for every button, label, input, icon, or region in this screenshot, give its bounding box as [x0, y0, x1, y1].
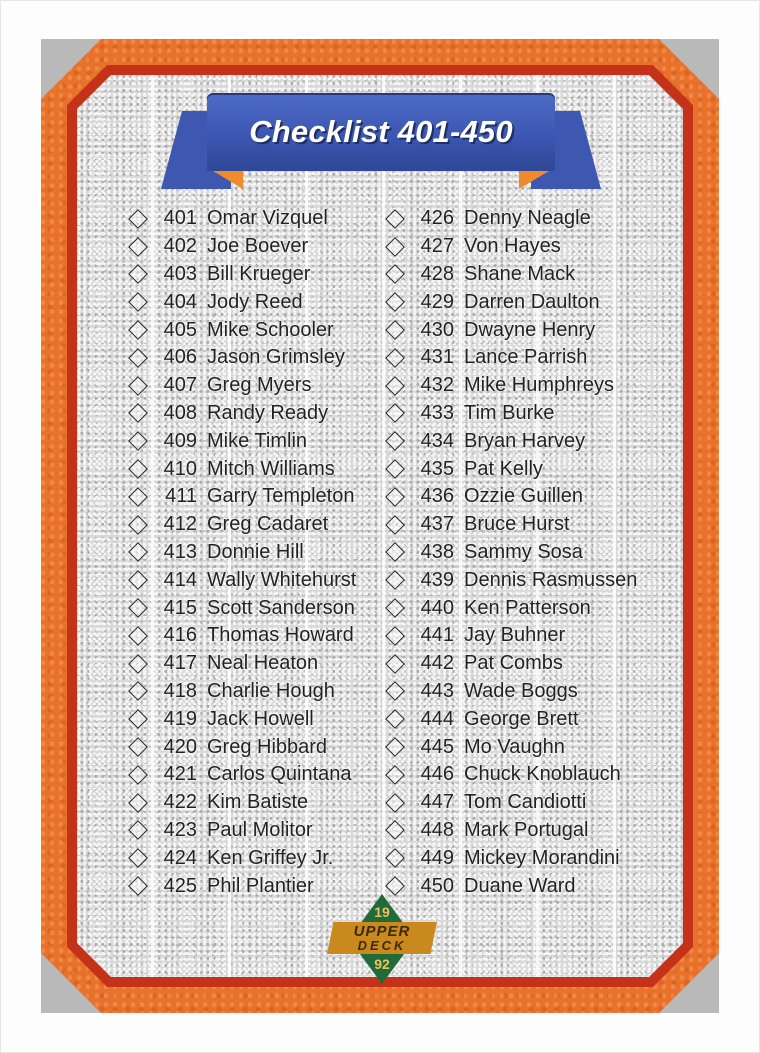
player-name: Randy Ready [207, 401, 329, 424]
player-name: Pat Combs [464, 652, 563, 675]
player-name: Thomas Howard [207, 624, 354, 647]
player-name: Tom Candiotti [464, 791, 587, 814]
checkbox-diamond-icon[interactable] [385, 209, 405, 229]
card-number: 431 [420, 346, 454, 369]
title-banner [161, 93, 601, 193]
card-number: 405 [163, 318, 197, 341]
checkbox-diamond-icon[interactable] [385, 876, 405, 896]
player-name: Pat Kelly [464, 457, 543, 480]
card-number: 440 [420, 596, 454, 619]
checklist-column-right [384, 205, 637, 900]
player-name: Greg Cadaret [207, 513, 329, 536]
checklist-row [384, 789, 637, 817]
checklist-row [384, 566, 637, 594]
player-name: Darren Daulton [464, 290, 600, 313]
checkbox-diamond-icon[interactable] [385, 654, 405, 674]
checklist-row [384, 205, 637, 233]
checklist-row [127, 622, 356, 650]
card-number: 449 [420, 846, 454, 869]
checklist-row [127, 288, 356, 316]
player-name: Ozzie Guillen [464, 485, 583, 508]
card-number: 402 [163, 235, 197, 258]
checklist-row [384, 261, 637, 289]
checkbox-diamond-icon[interactable] [385, 459, 405, 479]
checklist-row [127, 233, 356, 261]
player-name: Denny Neagle [464, 207, 591, 230]
checklist-row [127, 205, 356, 233]
player-name: Dwayne Henry [464, 318, 596, 341]
checklist-row [127, 400, 356, 428]
checklist-row [127, 372, 356, 400]
player-name: Scott Sanderson [207, 596, 355, 619]
card-number: 406 [163, 346, 197, 369]
card-number: 443 [420, 679, 454, 702]
card-number: 404 [163, 290, 197, 313]
checkbox-diamond-icon[interactable] [385, 292, 405, 312]
checklist-row [127, 427, 356, 455]
card-number: 432 [420, 374, 454, 397]
checklist-row [127, 817, 356, 845]
checklist-row [127, 344, 356, 372]
checkbox-diamond-icon[interactable] [385, 709, 405, 729]
player-name: Bryan Harvey [464, 429, 586, 452]
checkbox-diamond-icon[interactable] [128, 821, 148, 841]
checklist-row [384, 344, 637, 372]
checkbox-diamond-icon[interactable] [385, 821, 405, 841]
checklist-row [127, 566, 356, 594]
card-number: 423 [163, 818, 197, 841]
card-number: 427 [420, 235, 454, 258]
checklist-row [127, 789, 356, 817]
checklist-row [127, 483, 356, 511]
checkbox-diamond-icon[interactable] [128, 626, 148, 646]
player-name: Phil Plantier [207, 874, 314, 897]
checklist-row [127, 733, 356, 761]
card-number: 415 [163, 596, 197, 619]
checklist-row [127, 705, 356, 733]
checkbox-diamond-icon[interactable] [385, 737, 405, 757]
card-number: 414 [163, 568, 197, 591]
ribbon-main [207, 93, 555, 171]
player-name: Mark Portugal [464, 818, 589, 841]
card-number: 426 [420, 207, 454, 230]
checkbox-diamond-icon[interactable] [385, 543, 405, 563]
card-number: 439 [420, 568, 454, 591]
upper-deck-logo [327, 894, 437, 984]
checkbox-diamond-icon[interactable] [385, 848, 405, 868]
checklist-row [127, 455, 356, 483]
checklist-row [384, 761, 637, 789]
checkbox-diamond-icon[interactable] [128, 709, 148, 729]
checklist-row [384, 288, 637, 316]
card-number: 438 [420, 540, 454, 563]
card-number: 412 [163, 513, 197, 536]
player-name: Mitch Williams [207, 457, 335, 480]
player-name: Bruce Hurst [464, 513, 570, 536]
card-number: 407 [163, 374, 197, 397]
player-name: Ken Patterson [464, 596, 591, 619]
player-name: Lance Parrish [464, 346, 588, 369]
player-name: Duane Ward [464, 874, 576, 897]
checklist-row [384, 372, 637, 400]
checkbox-diamond-icon[interactable] [385, 626, 405, 646]
checkbox-diamond-icon[interactable] [385, 376, 405, 396]
player-name: Jason Grimsley [207, 346, 345, 369]
checkbox-diamond-icon[interactable] [128, 682, 148, 702]
checklist-row [127, 650, 356, 678]
checkbox-diamond-icon[interactable] [128, 431, 148, 451]
checklist-row [384, 455, 637, 483]
player-name: Dennis Rasmussen [464, 568, 638, 591]
player-name: Jack Howell [207, 707, 314, 730]
checklist-row [127, 261, 356, 289]
checklist-row [384, 622, 637, 650]
card-number: 409 [163, 429, 197, 452]
player-name: Greg Hibbard [207, 735, 328, 758]
checkbox-diamond-icon[interactable] [128, 737, 148, 757]
checkbox-diamond-icon[interactable] [385, 765, 405, 785]
checklist-row [384, 539, 637, 567]
checklist-row [384, 400, 637, 428]
card-number: 430 [420, 318, 454, 341]
banner-title: Checklist 401-450 [249, 114, 513, 149]
checkbox-diamond-icon[interactable] [128, 515, 148, 535]
card-number: 446 [420, 763, 454, 786]
card-number: 422 [163, 791, 197, 814]
player-name: Jody Reed [207, 290, 303, 313]
player-name: George Brett [464, 707, 579, 730]
player-name: Mike Humphreys [464, 374, 615, 397]
checkbox-diamond-icon[interactable] [128, 487, 148, 507]
card-number: 447 [420, 791, 454, 814]
card-number: 444 [420, 707, 454, 730]
player-name: Mickey Morandini [464, 846, 620, 869]
logo-brand-line2: DECK [357, 938, 407, 953]
checkbox-diamond-icon[interactable] [128, 348, 148, 368]
card-number: 441 [420, 624, 454, 647]
card-number: 425 [163, 874, 197, 897]
card-number: 410 [163, 457, 197, 480]
card-number: 428 [420, 262, 454, 285]
card-number: 421 [163, 763, 197, 786]
checkbox-diamond-icon[interactable] [385, 237, 405, 257]
checklist-row [384, 233, 637, 261]
player-name: Tim Burke [464, 401, 555, 424]
checklist-row [127, 872, 356, 900]
player-name: Charlie Hough [207, 679, 335, 702]
checklist-row [384, 650, 637, 678]
card-number: 450 [420, 874, 454, 897]
player-name: Mike Timlin [207, 429, 308, 452]
card-number: 424 [163, 846, 197, 869]
card-number: 411 [165, 485, 197, 508]
player-name: Wally Whitehurst [207, 568, 357, 591]
checkbox-diamond-icon[interactable] [128, 793, 148, 813]
checklist-row [384, 316, 637, 344]
checkbox-diamond-icon[interactable] [128, 265, 148, 285]
player-name: Garry Templeton [207, 485, 355, 508]
card-number: 436 [420, 485, 454, 508]
checkbox-diamond-icon[interactable] [128, 459, 148, 479]
checkbox-diamond-icon[interactable] [128, 598, 148, 618]
card-number: 418 [163, 679, 197, 702]
checklist-row [127, 678, 356, 706]
checkbox-diamond-icon[interactable] [128, 237, 148, 257]
checklist-row [384, 817, 637, 845]
checkbox-diamond-icon[interactable] [385, 320, 405, 340]
checkbox-diamond-icon[interactable] [385, 598, 405, 618]
card-number: 401 [163, 207, 197, 230]
player-name: Kim Batiste [207, 791, 309, 814]
player-name: Shane Mack [464, 262, 576, 285]
card-number: 435 [420, 457, 454, 480]
card-number: 445 [420, 735, 454, 758]
checklist-row [384, 511, 637, 539]
checkbox-diamond-icon[interactable] [128, 543, 148, 563]
checkbox-diamond-icon[interactable] [128, 848, 148, 868]
card-number: 403 [163, 262, 197, 285]
checklist-row [127, 316, 356, 344]
checkbox-diamond-icon[interactable] [128, 765, 148, 785]
checkbox-diamond-icon[interactable] [128, 209, 148, 229]
card-number: 433 [420, 401, 454, 424]
player-name: Chuck Knoblauch [464, 763, 621, 786]
checklist-row [127, 511, 356, 539]
card-number: 434 [420, 429, 454, 452]
player-name: Omar Vizquel [207, 207, 328, 230]
checkbox-diamond-icon[interactable] [385, 431, 405, 451]
checkbox-diamond-icon[interactable] [128, 292, 148, 312]
checklist-row [384, 594, 637, 622]
checklist-row [384, 483, 637, 511]
player-name: Neal Heaton [207, 652, 319, 675]
checkbox-diamond-icon[interactable] [385, 570, 405, 590]
card-number: 429 [420, 290, 454, 313]
player-name: Jay Buhner [464, 624, 566, 647]
player-name: Paul Molitor [207, 818, 313, 841]
card-number: 442 [420, 652, 454, 675]
checkbox-diamond-icon[interactable] [385, 682, 405, 702]
checkbox-diamond-icon[interactable] [385, 348, 405, 368]
checkbox-diamond-icon[interactable] [128, 876, 148, 896]
card-number: 413 [163, 540, 197, 563]
checklist-row [384, 678, 637, 706]
checklist-row [127, 539, 356, 567]
logo-brand-line1: UPPER [353, 923, 411, 940]
card-number: 419 [163, 707, 197, 730]
player-name: Carlos Quintana [207, 763, 352, 786]
player-name: Joe Boever [207, 235, 309, 258]
player-name: Wade Boggs [464, 679, 578, 702]
checklist-row [384, 733, 637, 761]
checkbox-diamond-icon[interactable] [385, 515, 405, 535]
player-name: Sammy Sosa [464, 540, 583, 563]
card-number: 416 [163, 624, 197, 647]
checkbox-diamond-icon[interactable] [385, 487, 405, 507]
card-number: 417 [163, 652, 197, 675]
checkbox-diamond-icon[interactable] [385, 793, 405, 813]
logo-year-top: 19 [374, 904, 390, 920]
checklist-column-left [127, 205, 356, 900]
checklist-row [384, 427, 637, 455]
checklist-row [127, 844, 356, 872]
checkbox-diamond-icon[interactable] [385, 265, 405, 285]
card-number: 408 [163, 401, 197, 424]
checkbox-diamond-icon[interactable] [385, 404, 405, 424]
checklist-row [384, 705, 637, 733]
checklist-row [127, 761, 356, 789]
card-number: 448 [420, 818, 454, 841]
checkbox-diamond-icon[interactable] [128, 320, 148, 340]
logo-year-bottom: 92 [374, 956, 390, 972]
player-name: Ken Griffey Jr. [207, 846, 334, 869]
checkbox-diamond-icon[interactable] [128, 376, 148, 396]
checklist-row [384, 844, 637, 872]
card-number: 420 [163, 735, 197, 758]
player-name: Bill Krueger [207, 262, 311, 285]
card-number: 437 [420, 513, 454, 536]
player-name: Von Hayes [464, 235, 561, 258]
checkbox-diamond-icon[interactable] [128, 570, 148, 590]
player-name: Greg Myers [207, 374, 312, 397]
checkbox-diamond-icon[interactable] [128, 654, 148, 674]
player-name: Donnie Hill [207, 540, 304, 563]
checklist-row [127, 594, 356, 622]
checkbox-diamond-icon[interactable] [128, 404, 148, 424]
player-name: Mike Schooler [207, 318, 334, 341]
player-name: Mo Vaughn [464, 735, 565, 758]
